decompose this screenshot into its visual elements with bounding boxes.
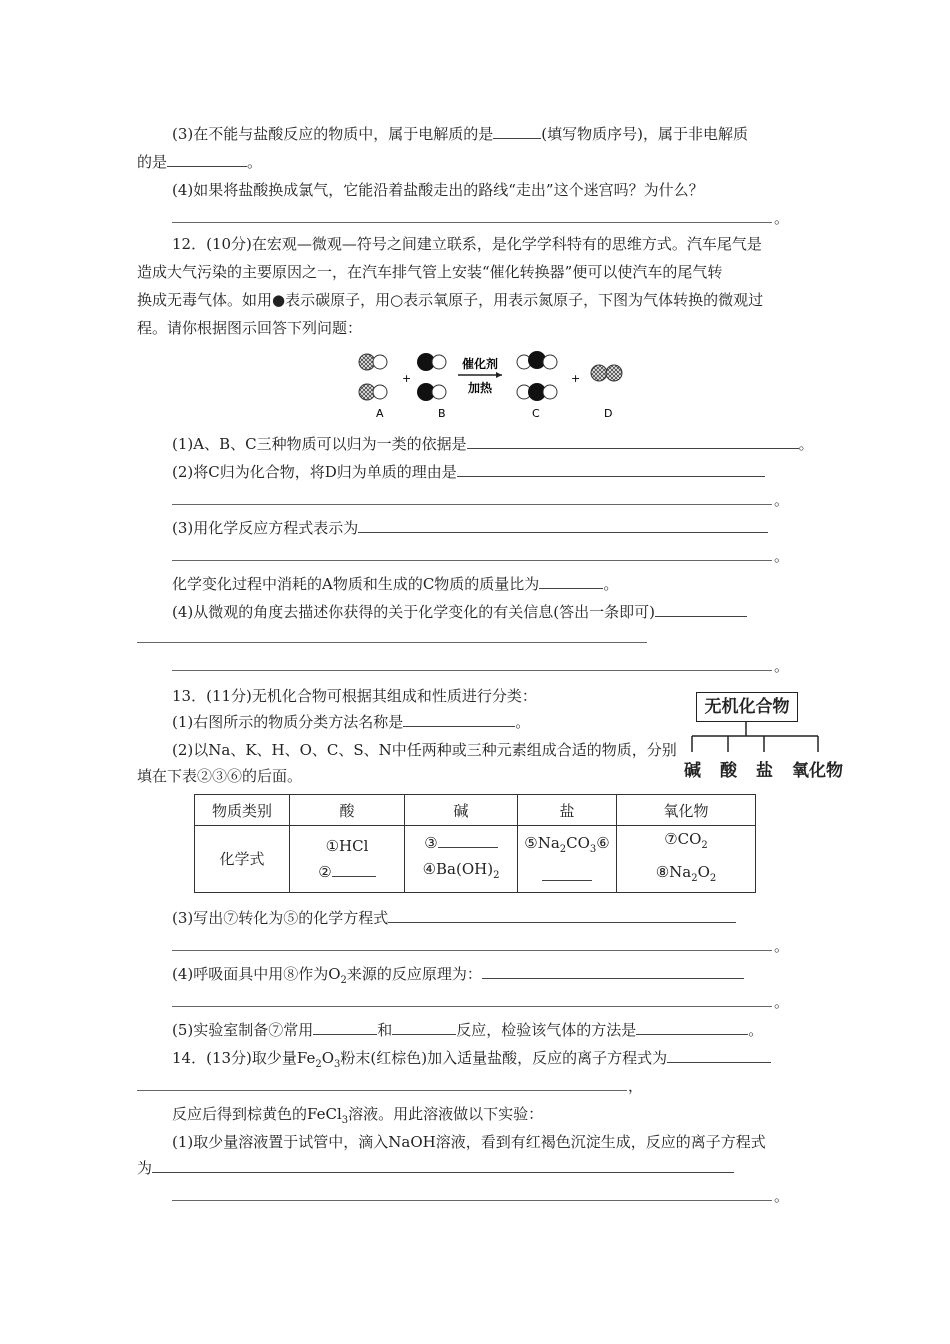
comma: ， [628,1077,644,1095]
q11-part3-blank-electrolyte[interactable] [493,124,541,139]
tree-child-acid: 酸 [720,761,737,781]
row-label: 化学式 [195,826,290,893]
molecule-a [359,354,387,400]
base-2-label: ④Ba(OH) [422,859,494,878]
q13-part4-answer-line[interactable] [172,1006,772,1007]
cell-oxide [617,826,756,893]
q13-part3-text: (3)写出⑦转化为⑤的化学方程式 [172,909,389,927]
q12-part2-answer-line[interactable] [172,504,772,505]
q12-part4-answer-line-1[interactable] [137,642,647,643]
cell-acid [290,826,405,893]
period: 。 [774,657,790,675]
q13-part5-text-c: 反应，检验该气体的方法是 [456,1021,637,1039]
table-header-row [195,795,756,826]
q12-part4-answer-line-2[interactable] [172,670,772,671]
q14-part1-blank[interactable] [152,1158,734,1173]
q14-line2-b: 溶液。用此溶液做以下实验： [348,1105,544,1123]
oxide-2-label: ⑧Na [655,863,692,881]
q12-ratio [172,574,618,594]
q12-part4 [172,602,747,622]
base-2 [405,856,517,889]
q13-part5-text-a: (5)实验室制备⑦常用 [172,1021,314,1039]
q13-intro: 13．(11分)无机化合物可根据其组成和性质进行分类： [172,687,537,705]
cell-salt [518,826,617,893]
q12-intro-1: 12．(10分)在宏观—微观—符号之间建立联系，是化学学科特有的思维方式。汽车尾气是 [172,235,762,253]
salt-2 [518,863,616,889]
q12-ratio-text: 化学变化过程中消耗的A物质和生成的C物质的质量比为 [172,575,540,593]
q12-part2-blank[interactable] [457,462,765,477]
period: 。 [515,713,531,731]
subscript: 3 [334,1059,341,1070]
salt-6-label: ⑥ [596,833,610,852]
q12-part3-text: (3)用化学反应方程式表示为 [172,519,359,537]
reaction-diagram [340,346,640,424]
subscript: 3 [341,1115,349,1126]
q11-answer-line[interactable] [172,222,772,223]
acid-1: ①HCl [325,837,369,855]
q11-part3-line1 [172,124,748,144]
base-1-label: ③ [424,833,438,852]
subscript: 2 [493,869,500,881]
q12-part4-blank[interactable] [655,602,747,617]
acid-2-blank[interactable] [332,862,376,877]
q12-part2-text: (2)将C归为化合物，将D归为单质的理由是 [172,463,457,481]
q14-part1-answer-line[interactable] [172,1200,772,1201]
subscript: 2 [340,975,347,986]
cell-base [405,826,518,893]
q13-part4 [172,964,744,991]
oxide-2-label-b: O [697,863,710,881]
q13-part1-blank[interactable] [403,712,515,727]
heat-label: 加热 [468,381,493,395]
q13-part5 [172,1020,763,1040]
q12-part4-text: (4)从微观的角度去描述你获得的关于化学变化的有关信息(答出一条即可) [172,603,655,621]
q11-part3-line2 [137,152,262,172]
oxide-1 [617,826,755,859]
q14-intro [172,1048,771,1075]
q12-part1 [172,434,814,454]
q14-part1-line1: (1)取少量溶液置于试管中，滴入NaOH溶液，看到有红褐色沉淀生成，反应的离子方程式 [172,1133,766,1151]
q13-part1 [172,712,530,732]
q14-intro-blank[interactable] [667,1048,771,1063]
subscript: 2 [701,840,708,851]
classification-table [194,794,756,893]
period: 。 [774,491,790,509]
salt-1-label: ⑤Na [524,833,560,852]
q13-part5-blank-1[interactable] [313,1020,377,1035]
q12-part3-blank[interactable] [358,518,768,533]
q12-part1-blank[interactable] [467,434,799,449]
q14-part1-line2 [137,1158,734,1178]
q11-part4: (4)如果将盐酸换成氯气，它能沿着盐酸走出的路线“走出”这个迷宫吗？为什么？ [172,181,704,199]
q11-part3-blank-nonelectrolyte[interactable] [167,152,247,167]
oxide-1-label: ⑦CO [664,830,702,848]
salt-6-blank[interactable] [542,866,592,881]
q14-intro-a: 14．(13分)取少量Fe [172,1049,316,1067]
q12-intro-2: 造成大气污染的主要原因之一，在汽车排气管上安装“催化转换器”便可以使汽车的尾气转 [137,263,723,281]
period: 。 [748,1021,764,1039]
molecule-d [591,365,622,381]
q12-intro-4: 程。请你根据图示回答下列问题： [137,319,363,337]
base-1 [405,830,517,856]
subscript: 2 [315,1059,322,1070]
tree-connector [688,722,828,754]
header-salt: 盐 [518,795,617,826]
header-oxide: 氧化物 [617,795,756,826]
base-1-blank[interactable] [438,833,498,848]
subscript: 2 [691,873,698,884]
q14-line2 [172,1104,543,1131]
q12-part2 [172,462,765,482]
header-base: 碱 [405,795,518,826]
q13-part2-line1: (2)以Na、K、H、O、C、S、N中任两种或三种元素组成合适的物质，分别 [172,741,677,759]
tree-child-oxide: 氧化物 [792,761,843,781]
q14-part1-text-b: 为 [137,1159,153,1177]
q13-part1-text: (1)右图所示的物质分类方法名称是 [172,713,404,731]
molecule-c [517,351,557,401]
header-acid: 酸 [290,795,405,826]
q12-part3-answer-line[interactable] [172,560,772,561]
period: 。 [247,153,263,171]
q13-part3-blank[interactable] [388,908,736,923]
label-d: D [604,407,613,420]
plus-sign: + [571,372,581,385]
period: 。 [774,993,790,1011]
tree-child-salt: 盐 [756,761,773,781]
label-c: C [532,407,540,420]
table-row [195,826,756,893]
salt-1 [518,830,616,863]
subscript: 2 [709,873,717,884]
q14-intro-answer-line[interactable] [137,1090,627,1091]
period: 。 [774,547,790,565]
label-b: B [438,407,446,420]
molecule-b [417,353,446,401]
q11-part3-text-a: (3)在不能与盐酸反应的物质中，属于电解质的是 [172,125,494,143]
period: 。 [798,435,814,453]
q12-part1-text: (1)A、B、C三种物质可以归为一类的依据是 [172,435,467,453]
q13-part3-answer-line[interactable] [172,950,772,951]
tree-root: 无机化合物 [696,692,798,722]
q12-ratio-blank[interactable] [539,574,603,589]
subscript: 3 [589,843,597,855]
q14-intro-c: 粉末(红棕色)加入适量盐酸，反应的离子方程式为 [340,1049,668,1067]
q13-part4-text-b: 来源的反应原理为： [346,965,482,983]
q13-part4-text-a: (4)呼吸面具中用⑧作为O [172,965,341,983]
arrow-head-icon [496,372,502,378]
tree-child-base: 碱 [684,761,701,781]
q13-part4-blank[interactable] [482,964,744,979]
q13-part5-blank-2[interactable] [392,1020,456,1035]
q13-part5-blank-3[interactable] [636,1020,748,1035]
q12-part3 [172,518,768,538]
period: 。 [774,209,790,227]
q11-part3-text-c: 的是 [137,153,168,171]
subscript: 2 [559,843,567,855]
acid-2 [290,859,404,885]
q11-part3-text-b: (填写物质序号)，属于非电解质 [541,125,748,143]
q13-part3 [172,908,736,928]
salt-1-label-b: CO [566,833,590,852]
label-a: A [376,407,384,420]
acid-2-label: ② [318,863,332,881]
header-category: 物质类别 [195,795,290,826]
period: 。 [603,575,619,593]
oxide-2 [617,859,755,892]
plus-sign: + [402,372,412,385]
q13-part2-line2: 填在下表②③⑥的后面。 [137,767,303,785]
q14-intro-b: O [321,1049,335,1067]
period: 。 [774,1187,790,1205]
catalyst-label: 催化剂 [462,357,499,371]
q13-part5-text-b: 和 [377,1021,393,1039]
period: 。 [774,937,790,955]
q14-line2-a: 反应后得到棕黄色的FeCl [172,1105,342,1123]
q12-intro-3: 换成无毒气体。如用●表示碳原子，用○表示氧原子，用表示氮原子，下图为气体转换的微观过 [137,291,764,309]
